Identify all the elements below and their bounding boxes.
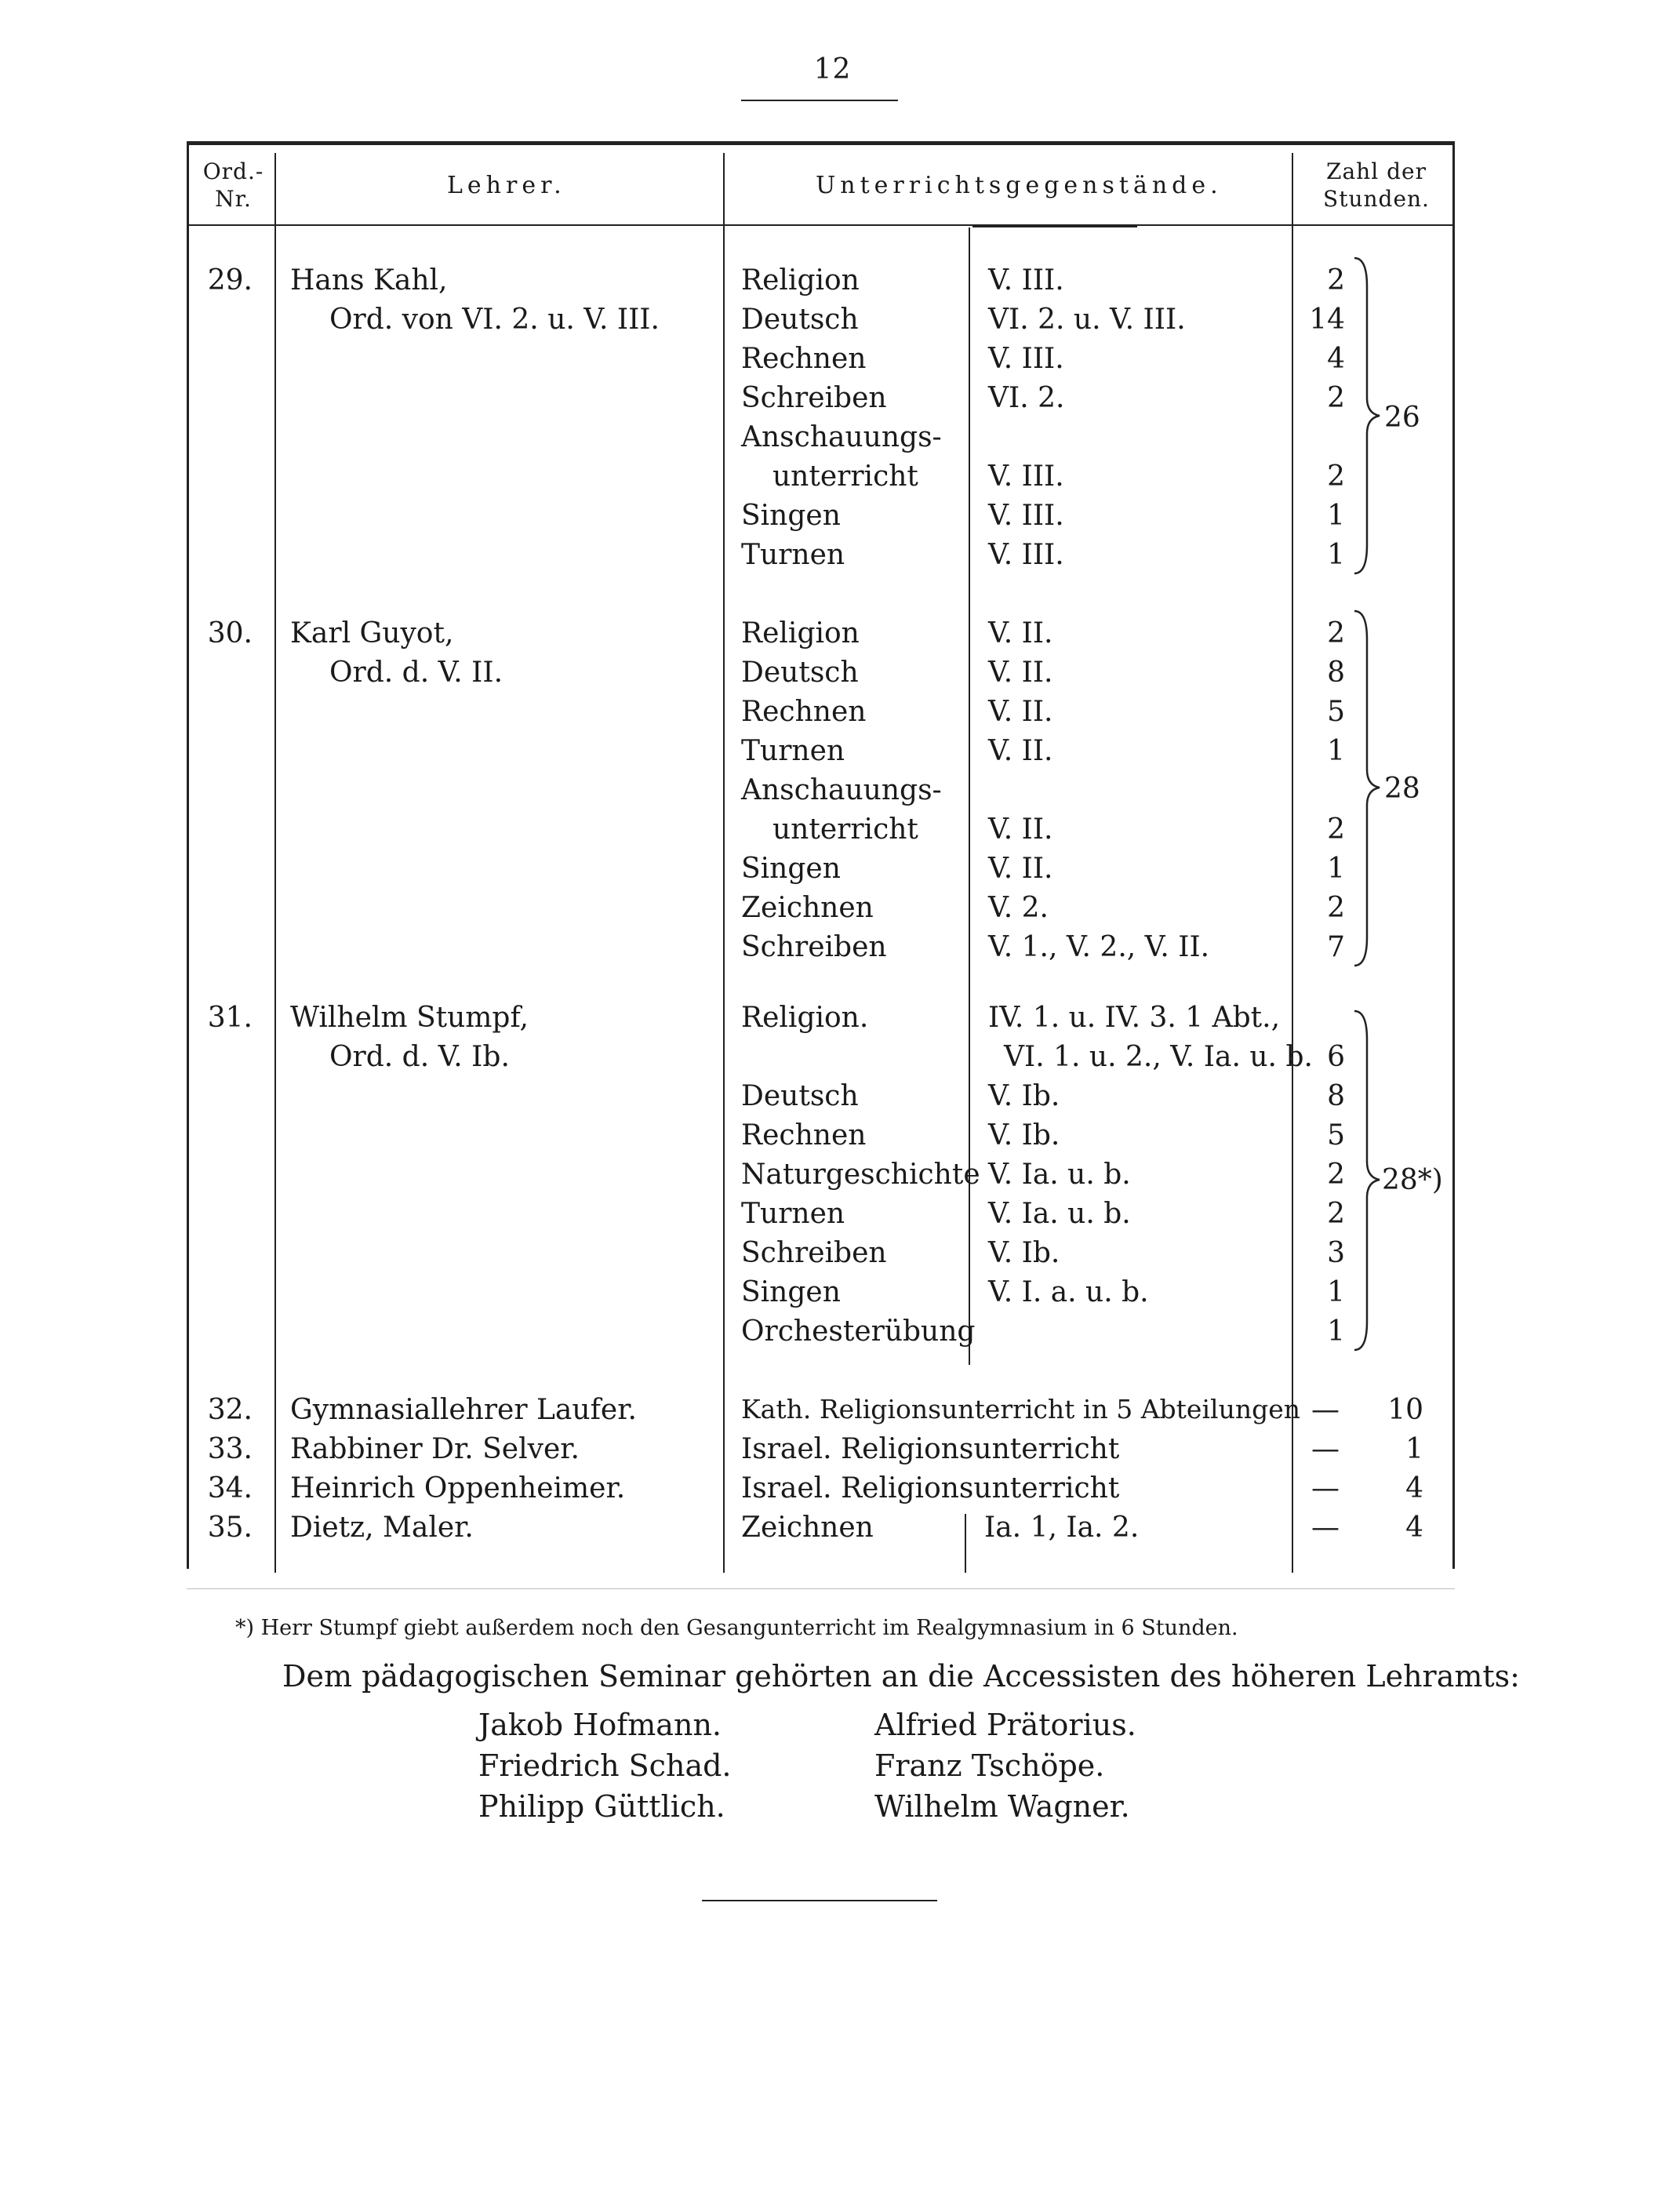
subject: Deutsch: [741, 657, 859, 689]
extra-subject: Israel. Religionsunterricht: [741, 1472, 1120, 1504]
subject-class-divider-1: [969, 227, 970, 1365]
extra-class: Ia. 1, Ia. 2.: [984, 1512, 1140, 1544]
subject: Turnen: [741, 735, 845, 767]
extra-name: Gymnasiallehrer Laufer.: [290, 1394, 637, 1426]
subject: Rechnen: [741, 343, 867, 375]
subject: Rechnen: [741, 696, 867, 728]
subject-hours: 4: [1327, 343, 1345, 375]
subject-hours: 1: [1327, 539, 1345, 571]
end-rule: [702, 1900, 937, 1901]
subject-hours: 2: [1327, 892, 1345, 924]
subject: Schreiben: [741, 382, 887, 414]
subject-hours: 8: [1327, 1080, 1345, 1112]
subject-class: V. III.: [988, 460, 1064, 493]
extra-subject: Israel. Religionsunterricht: [741, 1433, 1120, 1465]
subject: Deutsch: [741, 304, 859, 336]
subject-class: V. II.: [988, 696, 1053, 728]
extra-total: 4: [1405, 1512, 1423, 1544]
subject-class: V. Ib.: [988, 1080, 1060, 1112]
subject-hours: 2: [1327, 460, 1345, 493]
subject-class: V. III.: [988, 343, 1064, 375]
column-divider-zahl: [1292, 153, 1293, 1573]
subject-class: V. II.: [988, 735, 1053, 767]
subject-hours: 6: [1327, 1041, 1345, 1073]
seminar-name-right: Alfried Prätorius.: [874, 1708, 1136, 1742]
subject-hours: 2: [1327, 382, 1345, 414]
teacher-nr: 31.: [207, 1002, 253, 1034]
subject-class: V. III.: [988, 500, 1064, 532]
subject-hours: 1: [1327, 1315, 1345, 1348]
subject-class-divider-2: [965, 1514, 966, 1573]
subject: unterricht: [773, 813, 918, 846]
seminar-name-left: Philipp Güttlich.: [478, 1789, 725, 1824]
teacher-total-hours: 28: [1384, 773, 1420, 805]
teacher-total-hours: 28*): [1382, 1164, 1443, 1196]
subject: Orchesterübung: [741, 1315, 976, 1348]
extra-dash: —: [1311, 1512, 1340, 1544]
teacher-name: Karl Guyot,: [290, 617, 454, 649]
header-ord-nr-2: Nr.: [215, 186, 252, 212]
header-lehrer: Lehrer.: [447, 172, 566, 199]
subject-hours: 2: [1327, 617, 1345, 649]
subject-hours: 2: [1327, 1159, 1345, 1191]
subject: Naturgeschichte: [741, 1159, 980, 1191]
teacher-nr: 29.: [207, 264, 253, 297]
extra-dash: —: [1311, 1472, 1340, 1504]
teacher-name: Hans Kahl,: [290, 264, 448, 297]
subject: unterricht: [773, 460, 918, 493]
subject-class: V. II.: [988, 617, 1053, 649]
header-zahl-2: Stunden.: [1323, 186, 1430, 212]
subject-hours: 1: [1327, 1276, 1345, 1308]
header-unterricht: Unterrichtsgegenstände.: [816, 172, 1223, 199]
header-zahl-1: Zahl der: [1326, 158, 1427, 184]
subject: Singen: [741, 1276, 841, 1308]
subject: Schreiben: [741, 931, 887, 963]
subject: Anschauungs-: [741, 421, 942, 453]
extra-dash: —: [1311, 1394, 1340, 1426]
extra-total: 1: [1405, 1433, 1423, 1465]
hours-brace: [1353, 1008, 1384, 1353]
seminar-heading: Dem pädagogischen Seminar gehörten an die Accessisten des höheren Lehramts:: [282, 1659, 1520, 1694]
subject: Schreiben: [741, 1237, 887, 1269]
subject-hours: 7: [1327, 931, 1345, 963]
teacher-role: Ord. d. V. II.: [329, 657, 503, 689]
column-divider-lehrer: [723, 153, 725, 1573]
teacher-role: Ord. von VI. 2. u. V. III.: [329, 304, 660, 336]
subject-hours: 2: [1327, 1198, 1345, 1230]
extra-nr: 34.: [207, 1472, 253, 1504]
page-number: 12: [813, 53, 852, 85]
subject-class: V. Ia. u. b.: [988, 1198, 1131, 1230]
subject-hours: 5: [1327, 696, 1345, 728]
subject-hours: 3: [1327, 1237, 1345, 1269]
subject-hours: 1: [1327, 853, 1345, 885]
subject: Religion: [741, 264, 860, 297]
extra-nr: 35.: [207, 1512, 253, 1544]
subject-hours: 1: [1327, 500, 1345, 532]
seminar-name-left: Friedrich Schad.: [478, 1748, 732, 1783]
column-divider-nr: [274, 153, 276, 1573]
subject-class: V. III.: [988, 539, 1064, 571]
header-bottom-rule: [187, 224, 1455, 226]
subject-class: V. 1., V. 2., V. II.: [988, 931, 1210, 963]
subject: Anschauungs-: [741, 774, 942, 806]
subject-hours: 2: [1327, 264, 1345, 297]
extra-name: Rabbiner Dr. Selver.: [290, 1433, 580, 1465]
table-left-border: [187, 141, 189, 1569]
teacher-role: Ord. d. V. Ib.: [329, 1041, 510, 1073]
subject-class: V. 2.: [988, 892, 1049, 924]
seminar-name-right: Wilhelm Wagner.: [874, 1789, 1130, 1824]
seminar-name-left: Jakob Hofmann.: [478, 1708, 722, 1742]
header-ord-nr-1: Ord.-: [202, 158, 264, 184]
subject-class: V. II.: [988, 657, 1053, 689]
extra-dash: —: [1311, 1433, 1340, 1465]
subject: Rechnen: [741, 1119, 867, 1151]
table-right-border: [1452, 141, 1455, 1569]
subject-class: V. II.: [988, 853, 1053, 885]
header-short-rule: [972, 225, 1137, 227]
subject: Turnen: [741, 1198, 845, 1230]
subject: Zeichnen: [741, 892, 874, 924]
teacher-total-hours: 26: [1384, 402, 1420, 434]
extra-nr: 32.: [207, 1394, 253, 1426]
extra-name: Dietz, Maler.: [290, 1512, 474, 1544]
subject-hours: 1: [1327, 735, 1345, 767]
subject-class: V. Ib.: [988, 1237, 1060, 1269]
seminar-name-right: Franz Tschöpe.: [874, 1748, 1105, 1783]
subject-class: V. Ib.: [988, 1119, 1060, 1151]
footnote: *) Herr Stumpf giebt außerdem noch den Gesangunterricht im Realgymnasium in 6 Stunden.: [235, 1616, 1238, 1640]
subject-class: VI. 1. u. 2., V. Ia. u. b.: [1004, 1041, 1313, 1073]
subject: Singen: [741, 500, 841, 532]
subject-hours: 5: [1327, 1119, 1345, 1151]
subject: Deutsch: [741, 1080, 859, 1112]
extra-name: Heinrich Oppenheimer.: [290, 1472, 626, 1504]
subject-hours: 14: [1309, 304, 1345, 336]
subject-hours: 2: [1327, 813, 1345, 846]
subject-class: V. III.: [988, 264, 1064, 297]
table-top-rule: [187, 141, 1455, 145]
subject-class: IV. 1. u. IV. 3. 1 Abt.,: [988, 1002, 1281, 1034]
hours-brace: [1353, 255, 1384, 577]
extra-total: 10: [1387, 1394, 1423, 1426]
subject: Turnen: [741, 539, 845, 571]
page-number-underline: [741, 100, 898, 101]
subject-class: V. Ia. u. b.: [988, 1159, 1131, 1191]
subject-hours: 8: [1327, 657, 1345, 689]
teacher-nr: 30.: [207, 617, 253, 649]
subject-class: VI. 2. u. V. III.: [988, 304, 1186, 336]
extra-nr: 33.: [207, 1433, 253, 1465]
subject: Religion: [741, 617, 860, 649]
extra-subject: Kath. Religionsunterricht in 5 Abteilungen: [741, 1394, 1300, 1424]
hours-brace: [1353, 608, 1384, 969]
subject-class: VI. 2.: [988, 382, 1065, 414]
extra-total: 4: [1405, 1472, 1423, 1504]
table-bottom-rule: [187, 1588, 1455, 1589]
subject-class: V. II.: [988, 813, 1053, 846]
extra-subject: Zeichnen: [741, 1512, 874, 1544]
subject: Singen: [741, 853, 841, 885]
subject-class: V. I. a. u. b.: [988, 1276, 1149, 1308]
subject: Religion.: [741, 1002, 869, 1034]
teacher-name: Wilhelm Stumpf,: [290, 1002, 529, 1034]
